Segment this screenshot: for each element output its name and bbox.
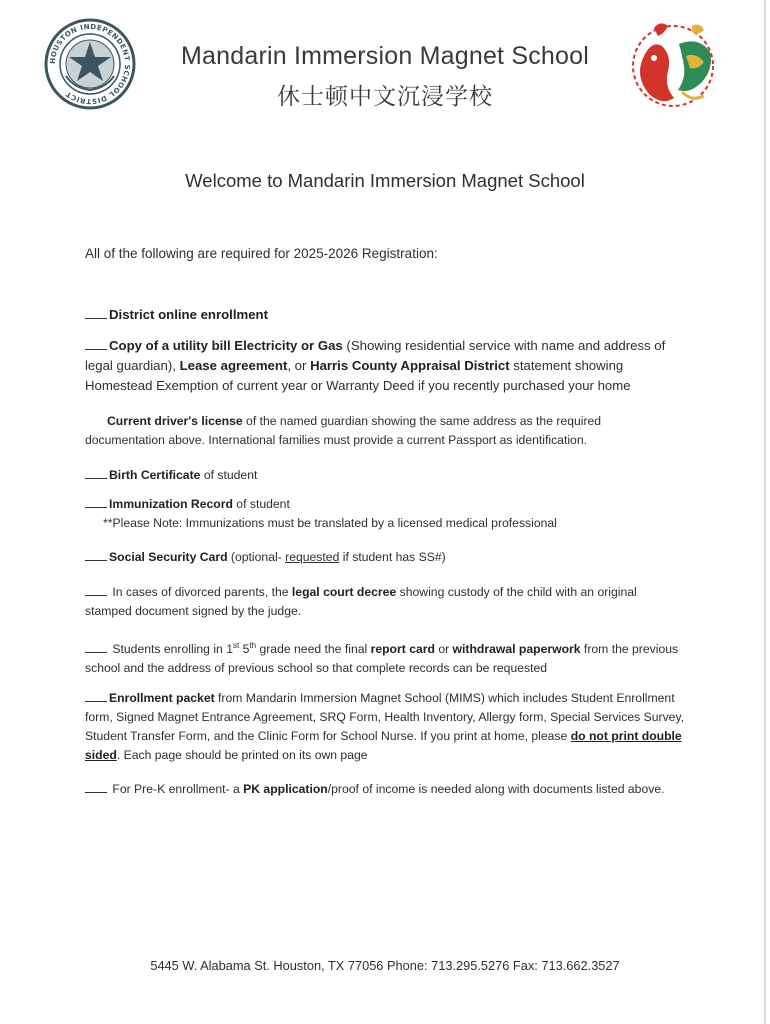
item-drivers-license: Current driver's license of the named guardian showing the same address as the required documentation above. International families must provide a current Passport as identification. xyxy=(85,414,602,447)
requirements-intro: All of the following are required for 2025-2026 Registration: xyxy=(85,246,438,261)
checkbox-line[interactable] xyxy=(85,548,107,561)
checkbox-line[interactable] xyxy=(85,466,107,479)
immunization-note: **Please Note: Immunizations must be translated by a licensed medical professional xyxy=(103,516,557,530)
page-edge xyxy=(764,0,766,1024)
checkbox-line[interactable] xyxy=(85,689,107,702)
seal-ring-text: HOUSTON INDEPENDENT SCHOOL DISTRICT xyxy=(48,22,132,106)
school-address-footer: 5445 W. Alabama St. Houston, TX 77056 Phone: 713.295.5276 Fax: 713.662.3527 xyxy=(150,958,620,973)
checkbox-line[interactable] xyxy=(85,337,107,350)
checkbox-line[interactable] xyxy=(85,583,107,596)
dragon-phoenix-logo xyxy=(624,16,722,112)
school-title-chinese: 休士顿中文沉浸学校 xyxy=(277,83,493,109)
item-report-card: Students enrolling in 1st 5th grade need the final report card or withdrawal paperwork from the previous school and the address of previous school so that complete records can be requested xyxy=(85,641,679,676)
welcome-heading: Welcome to Mandarin Immersion Magnet School xyxy=(185,170,585,191)
checkbox-line[interactable] xyxy=(85,640,107,653)
checkbox-line[interactable] xyxy=(85,495,107,508)
item-immunization: Immunization Record of student **Please Note: Immunizations must be translated by a licensed medical professional xyxy=(85,495,685,533)
school-title-english: Mandarin Immersion Magnet School xyxy=(181,42,589,70)
checkbox-line[interactable] xyxy=(85,306,107,319)
item-utility-bill: Copy of a utility bill Electricity or Gas (Showing residential service with name and address of legal guardian), Lease agreement, or Harris County Appraisal District statement showing Homestead Exemption of current year or Warranty Deed if you recently purchased your home xyxy=(85,338,666,393)
checkbox-line[interactable] xyxy=(85,780,107,793)
item-prek-application: For Pre-K enrollment- a PK application/proof of income is needed along with documents listed above. xyxy=(85,780,685,799)
item-birth-certificate: Birth Certificate of student xyxy=(85,466,685,485)
item-enrollment-packet: Enrollment packet from Mandarin Immersion Magnet School (MIMS) which includes Student Enrollment form, Signed Magnet Entrance Agreement, SRQ Form, Health Inventory, Allergy form, Special Services Survey, Student Transfer Form, and the Clinic Form for School Nurse. If you print at home, please do not print double sided. Each page should be printed on its own page xyxy=(85,691,685,762)
item-divorce-decree: In cases of divorced parents, the legal court decree showing custody of the child with an original stamped document signed by the judge. xyxy=(85,585,637,618)
item-social-security: Social Security Card (optional- requested if student has SS#) xyxy=(85,548,685,567)
item-district-enrollment: District online enrollment xyxy=(85,305,685,325)
